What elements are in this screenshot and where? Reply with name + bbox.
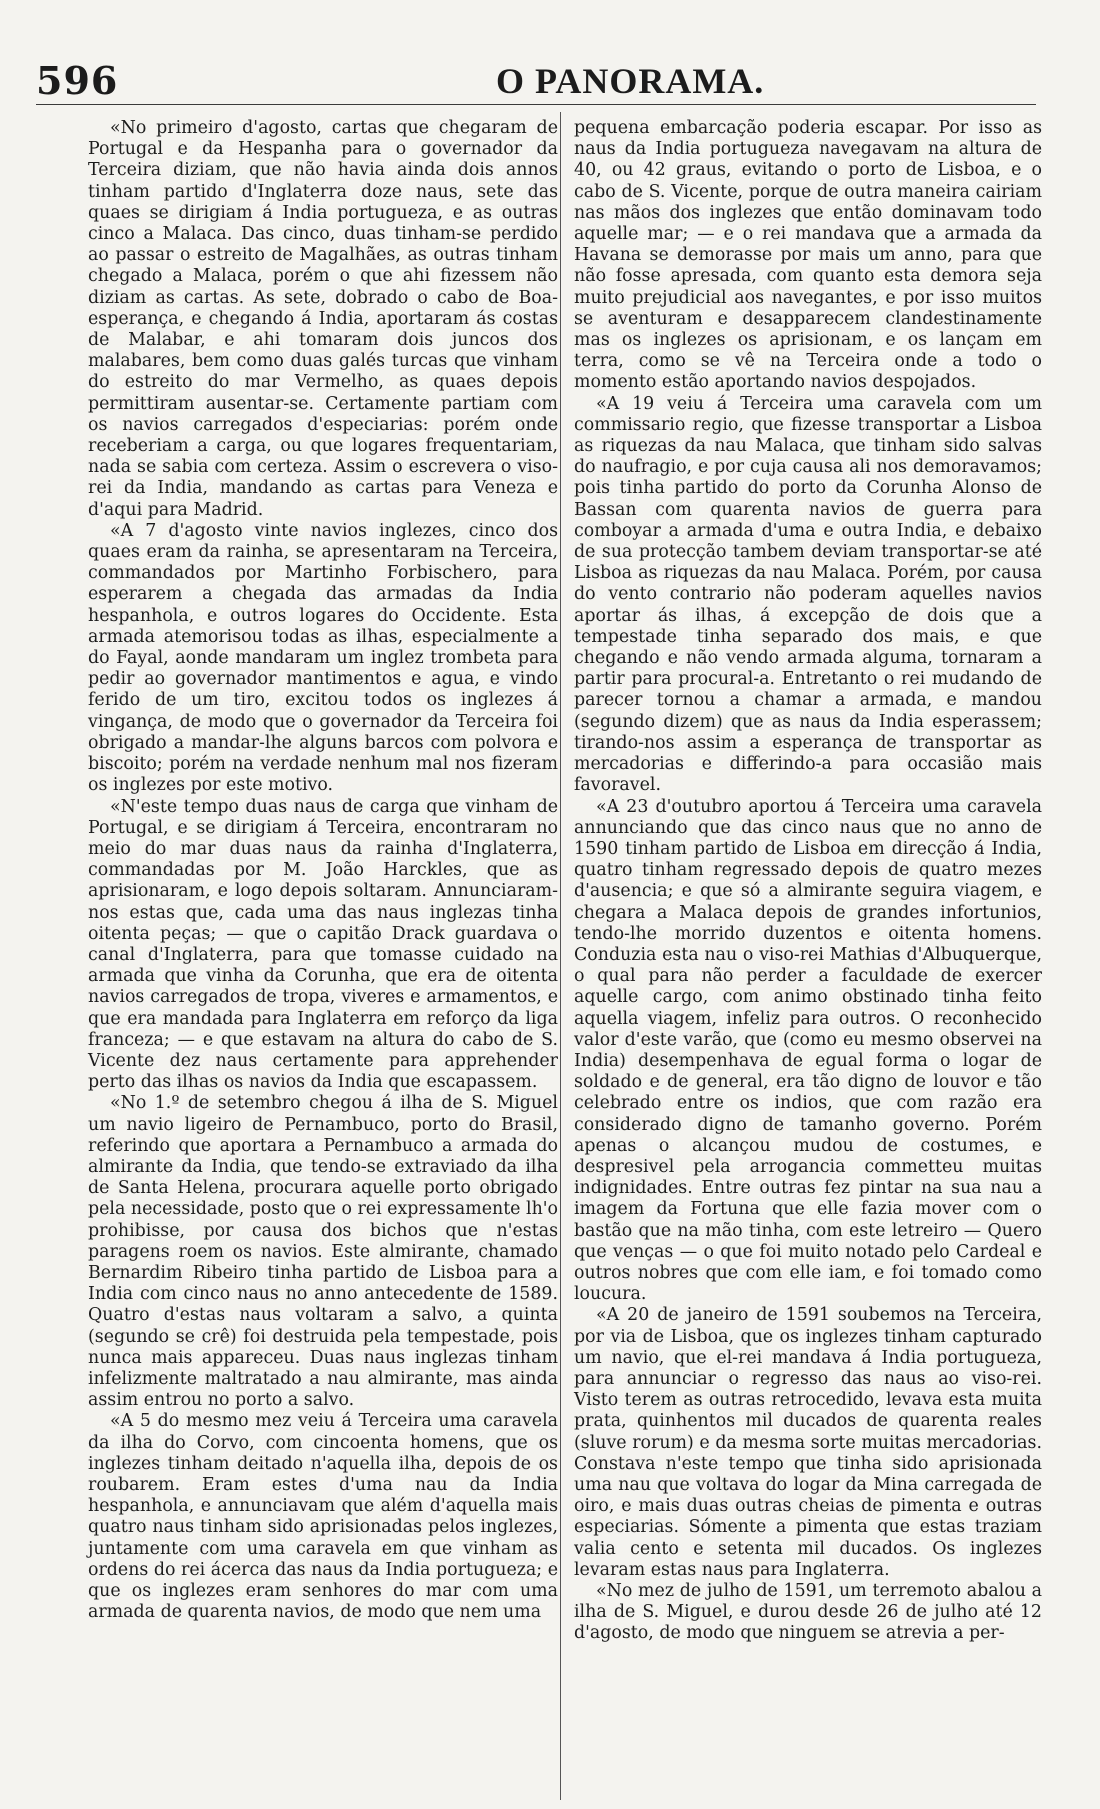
paragraph: «No primeiro d'agosto, cartas que chegaram de Portugal e da Hespanha para o governador da Terceira diziam, que não havia ainda dois annos tinham partido d'Inglaterra doze naus, sete das quaes se dirigiam á India portugueza, e as outras cinco a Malaca. Das cinco, duas tinham-se perdido ao passar o estreito de Magalhães, as outras tinham chegado a Malaca, porém o que ahi fizessem não diziam as cartas. As sete, dobrado o cabo de Boa-esperança, e chegando á India, aportaram ás costas de Malabar, e ahi tomaram dois juncos dos malabares, bem como duas galés turcas que vinham do estreito do mar Vermelho, as quaes depois permittiram ausentar-se. Certamente partiam com os navios carregados d'especiarias: porém onde receberiam a carga, ou que logares frequentariam, nada se sabia com certeza. Assim o escrevera o viso-rei da India, mandando as cartas para Veneza e d'aqui para Madrid.	[88, 118, 558, 520]
right-column	[574, 118, 1042, 1645]
page-header	[36, 58, 1036, 105]
left-column	[88, 118, 558, 1623]
paragraph: «A 23 d'outubro aportou á Terceira uma caravela annunciando que das cinco naus que no anno de 1590 tinham partido de Lisboa em direcção á India, quatro tinham regressado depois de quatro mezes d'ausencia; e que só a almirante seguira viagem, e chegara a Malaca depois de grandes infortunios, tendo-lhe morrido duzentos e oitenta homens. Conduzia esta nau o viso-rei Mathias d'Albuquerque, o qual para não perder a faculdade de exercer aquelle cargo, com animo obstinado tinha feito aquella viagem, infeliz para outros. O reconhecido valor d'este varão, que (como eu mesmo observei na India) desempenhava de egual forma o logar de soldado e de general, era tão digno de louvor e tão celebrado entre os indios, que com razão era considerado digno de tamanho governo. Porém apenas o alcançou mudou de costumes, e despresivel pela arrogancia commetteu muitas indignidades. Entre outras fez pintar na sua nau a imagem da Fortuna que elle fazia mover com o bastão que na mão tinha, com este letreiro — Quero que venças — o que foi muito notado pelo Cardeal e outros nobres que com elle iam, e foi tomado como loucura.	[574, 796, 1042, 1305]
paragraph: «N'este tempo duas naus de carga que vinham de Portugal, e se dirigiam á Terceira, encontraram no meio do mar duas naus da rainha d'Inglaterra, commandadas por M. João Harckles, que as aprisionaram, e logo depois soltaram. Annunciaram-nos estas que, cada uma das naus inglezas tinha oitenta peças; — que o capitão Drack guardava o canal d'Inglaterra, para que tomasse cuidado na armada que vinha da Corunha, que era de oitenta navios carregados de tropa, viveres e armamentos, e que era mandada para Inglaterra em reforço da liga franceza; — e que estavam na altura do cabo de S. Vicente dez naus certamente para apprehender perto das ilhas os navios da India que escapassem.	[88, 796, 558, 1093]
paragraph: «No mez de julho de 1591, um terremoto abalou a ilha de S. Miguel, e durou desde 26 de julho até 12 d'agosto, de modo que ninguem se atrevia a per-	[574, 1581, 1042, 1644]
page-number: 596	[36, 58, 119, 103]
publication-title: O PANORAMA.	[496, 61, 765, 101]
paragraph: «A 5 do mesmo mez veiu á Terceira uma caravela da ilha do Corvo, com cincoenta homens, que os inglezes tinham deitado n'aquella ilha, depois de os roubarem. Eram estes d'uma nau da India hespanhola, e annunciavam que além d'aquella mais quatro naus tinham sido aprisionadas pelos inglezes, juntamente com uma caravela em que vinham as ordens do rei ácerca das naus da India portugueza; e que os inglezes eram senhores do mar com uma armada de quarenta navios, de modo que nem uma	[88, 1411, 558, 1623]
paragraph: «A 20 de janeiro de 1591 soubemos na Terceira, por via de Lisboa, que os inglezes tinham capturado um navio, que el-rei mandava á India portugueza, para annunciar o regresso das naus ao viso-rei. Visto terem as outras retrocedido, levava esta muita prata, quinhentos mil ducados de quarenta reales (sluve rorum) e da mesma sorte muitas mercadorias. Constava n'este tempo que tinha sido aprisionada uma nau que voltava do logar da Mina carregada de oiro, e mais duas outras cheias de pimenta e outras especiarias. Sómente a pimenta que estas traziam valia cento e setenta mil ducados. Os inglezes levaram estas naus para Inglaterra.	[574, 1305, 1042, 1580]
column-divider	[560, 112, 561, 1800]
paragraph: pequena embarcação poderia escapar. Por isso as naus da India portugueza navegavam na altura de 40, ou 42 graus, evitando o porto de Lisboa, e o cabo de S. Vicente, porque de outra maneira cairiam nas mãos dos inglezes que então dominavam todo aquelle mar; — e o rei mandava que a armada da Havana se demorasse por mais um anno, para que não fosse apresada, com quanto esta demora seja muito prejudicial aos navegantes, e por isso muitos se aventuram e desapparecem clandestinamente mas os inglezes os aprisionam, e os lançam em terra, como se vê na Terceira onde a todo o momento estão aportando navios despojados.	[574, 118, 1042, 393]
paragraph: «No 1.º de setembro chegou á ilha de S. Miguel um navio ligeiro de Pernambuco, porto do Brasil, referindo que aportara a Pernambuco a armada do almirante da India, que tendo-se extraviado da ilha de Santa Helena, procurara aquelle porto obrigado pela necessidade, posto que o rei expressamente lh'o prohibisse, por causa dos bichos que n'estas paragens roem os navios. Este almirante, chamado Bernardim Ribeiro tinha partido de Lisboa para a India com cinco naus no anno antecedente de 1589. Quatro d'estas naus voltaram a salvo, a quinta (segundo se crê) foi destruida pela tempestade, pois nunca mais appareceu. Duas naus inglezas tinham infelizmente maltratado a nau almirante, mas ainda assim entrou no porto a salvo.	[88, 1093, 559, 1411]
paragraph: «A 7 d'agosto vinte navios inglezes, cinco dos quaes eram da rainha, se apresentaram na Terceira, commandados por Martinho Forbischero, para esperarem a chegada das armadas da India hespanhola, e outros logares do Occidente. Esta armada atemorisou todas as ilhas, especialmente a do Fayal, aonde mandaram um inglez trombeta para pedir ao governador mantimentos e agua, e vindo ferido de um tiro, excitou todos os inglezes á vingança, de modo que o governador da Terceira foi obrigado a mandar-lhe alguns barcos com polvora e biscoito; porém na verdade nenhum mal nos fizeram os inglezes por este motivo.	[88, 520, 558, 796]
paragraph: «A 19 veiu á Terceira uma caravela com um commissario regio, que fizesse transportar a Lisboa as riquezas da nau Malaca, que tinham sido salvas do naufragio, e por cuja causa ali nos demoravamos; pois tinha partido do porto da Corunha Alonso de Bassan com quarenta navios de guerra para comboyar a armada d'uma e outra India, e debaixo de sua protecção tambem deviam transportar-se até Lisboa as riquezas da nau Malaca. Porém, por causa do vento contrario não poderam aquelles navios aportar ás ilhas, á excepção de dois que a tempestade tinha separado dos mais, e que chegando e não vendo armada alguma, tornaram a partir para procural-a. Entretanto o rei mudando de parecer tornou a chamar a armada, e mandou (segundo dizem) que as naus da India esperassem; tirando-nos assim a esperança de transportar as mercadorias e differindo-a para occasião mais favoravel.	[574, 393, 1042, 796]
